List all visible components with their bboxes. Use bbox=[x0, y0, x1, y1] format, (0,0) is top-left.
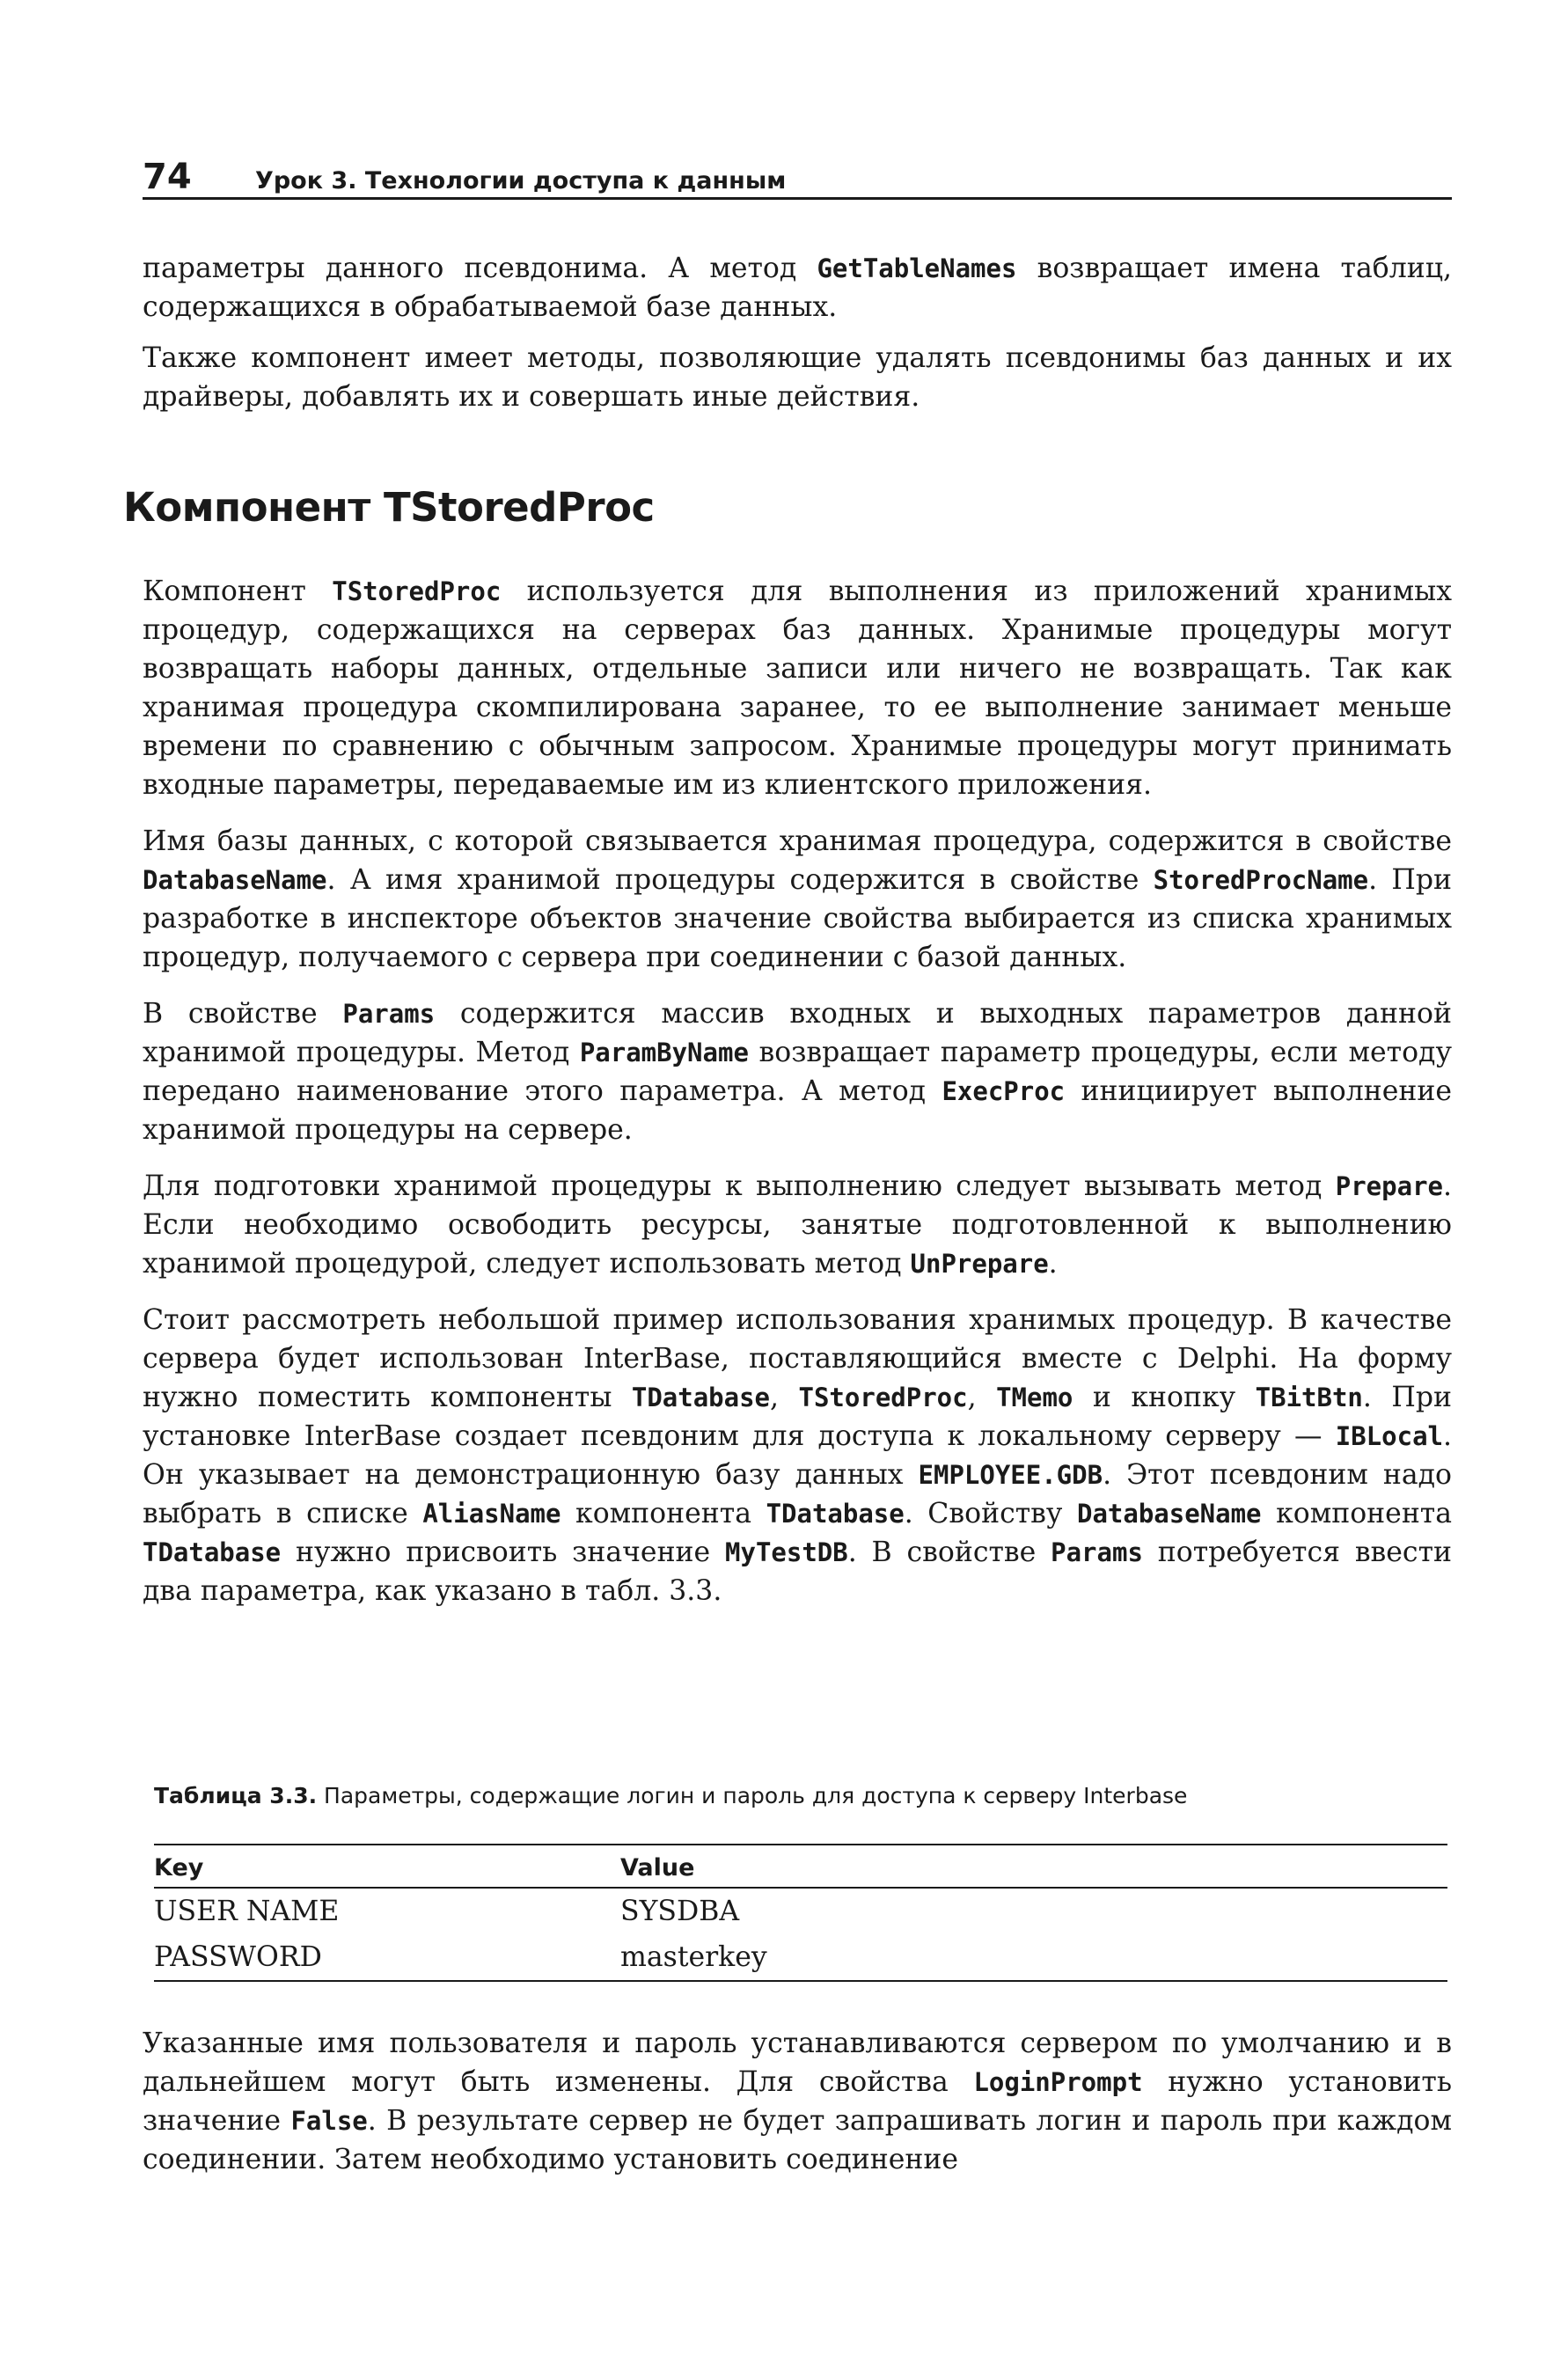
paragraph: параметры данного псевдонима. А метод GetTableNames возвращает имена таблиц, содержащихся в обрабатываемой базе данных. bbox=[143, 253, 1452, 323]
table-caption-label: Таблица 3.3. bbox=[154, 1783, 318, 1808]
paragraph: Имя базы данных, с которой связывается хранимая процедура, содержится в свойстве DatabaseName. А имя хранимой процедуры содержится в свойстве StoredProcName. При разработке в инспекторе объектов значение свойства выбирается из списка хранимых процедур, получаемого с сервера при соединении с базой данных. bbox=[143, 825, 1453, 973]
paragraph: Компонент TStoredProc используется для выполнения из приложений хранимых процедур, содержащихся на серверах баз данных. Хранимые процедуры могут возвращать наборы данных, отдельные записи или ничего не возвращать. Так как хранимая процедура скомпилирована заранее, то ее выполнение занимает меньше времени по сравнению с обычным запросом. Хранимые процедуры могут принимать входные параметры, передаваемые им из клиентского приложения. bbox=[143, 576, 1452, 801]
page-number: 74 bbox=[143, 157, 192, 197]
table-header-value: Value bbox=[620, 1845, 1447, 1888]
table-row bbox=[154, 1934, 1447, 1981]
paragraph: Стоит рассмотреть небольшой пример использования хранимых процедур. В качестве сервера будет использован InterBase, поставляющийся вместе с Delphi. На форму нужно поместить компоненты TDatabase, TStoredProc, TMemo и кнопку TBitBtn. При установке InterBase создает псевдоним для доступа к локальному серверу — IBLocal. Он указывает на демонстрационную базу данных EMPLOYEE.GDB. Этот псевдоним надо выбрать в списке AliasName компонента TDatabase. Свойству DatabaseName компонента TDatabase нужно присвоить значение MyTestDB. В свойстве Params потребуется ввести два параметра, как указано в табл. 3.3. bbox=[143, 1304, 1453, 1607]
intro-text bbox=[143, 249, 1452, 416]
table-caption bbox=[154, 1783, 1456, 1808]
paragraph: Указанные имя пользователя и пароль устанавливаются сервером по умолчанию и в дальнейшем могут быть изменены. Для свойства LoginPrompt нужно установить значение False. В результате сервер не будет запрашивать логин и пароль при каждом соединении. Затем необходимо установить соединение bbox=[143, 2028, 1453, 2175]
closing-text bbox=[143, 2024, 1452, 2179]
section-heading: Компонент TStoredProc bbox=[123, 484, 655, 531]
section-body bbox=[143, 572, 1452, 1610]
table-row bbox=[154, 1888, 1447, 1934]
table-cell: masterkey bbox=[620, 1934, 1447, 1981]
table-header-key: Key bbox=[154, 1845, 620, 1888]
table-cell: USER NAME bbox=[154, 1896, 340, 1927]
table-cell: PASSWORD bbox=[154, 1934, 620, 1981]
table-cell: SYSDBA bbox=[620, 1896, 740, 1927]
paragraph: Также компонент имеет методы, позволяющие удалять псевдонимы баз данных и их драйверы, добавлять их и совершать иные действия. bbox=[143, 342, 1452, 413]
table-caption-text: Параметры, содержащие логин и пароль для доступа к серверу Interbase bbox=[317, 1783, 1188, 1808]
paragraph: Для подготовки хранимой процедуры к выполнению следует вызывать метод Prepare. Если необходимо освободить ресурсы, занятые подготовленной к выполнению хранимой процедурой, следует использовать метод UnPrepare. bbox=[143, 1170, 1452, 1280]
table-header-row bbox=[154, 1845, 1447, 1888]
paragraph: В свойстве Params содержится массив входных и выходных параметров данной хранимой процедуры. Метод ParamByName возвращает параметр процедуры, если методу передано наименование этого параметра. А метод ExecProc инициирует выполнение хранимой процедуры на сервере. bbox=[143, 998, 1452, 1146]
running-head bbox=[143, 157, 1452, 200]
parameters-table bbox=[154, 1844, 1447, 1982]
chapter-title: Урок 3. Технологии доступа к данным bbox=[255, 167, 787, 194]
